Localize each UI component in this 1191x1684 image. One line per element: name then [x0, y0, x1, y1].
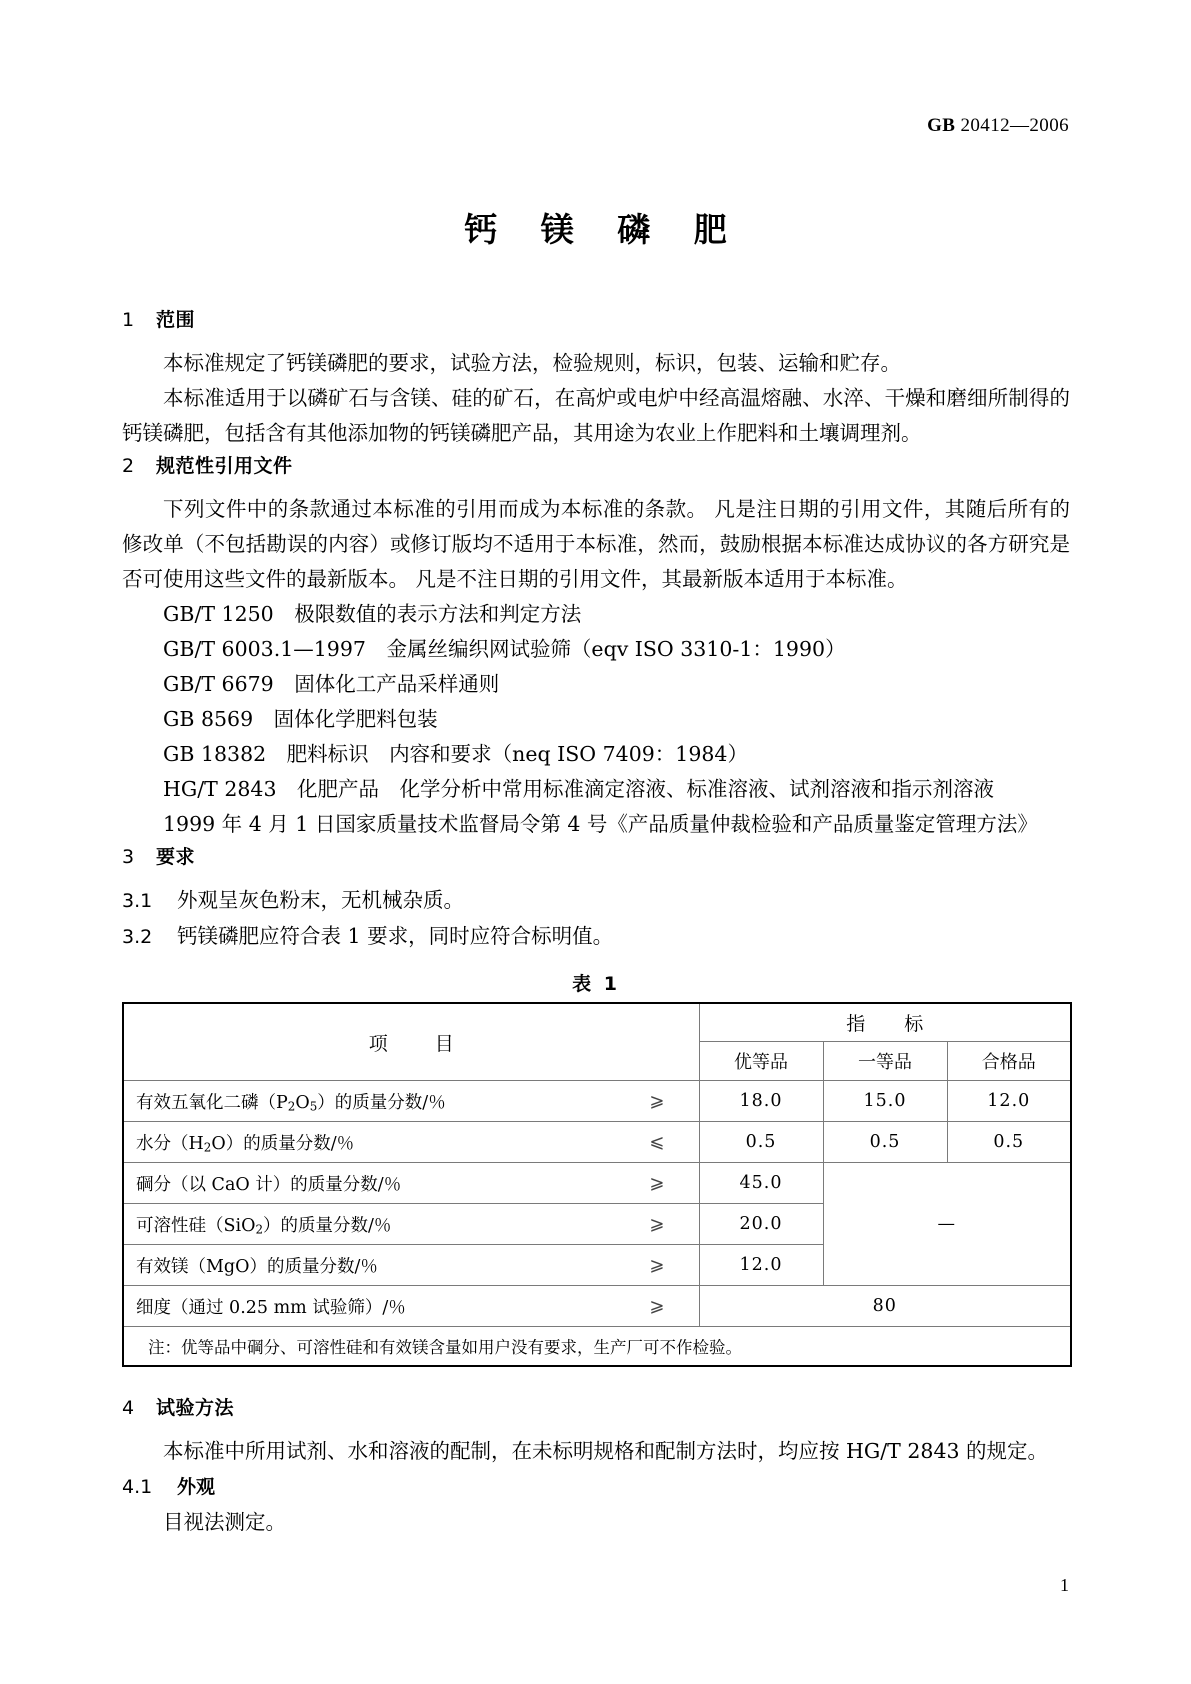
section-title-4: 试验方法 [156, 1397, 235, 1419]
item-label: 碙分（以 CaO 计）的质量分数/％ [136, 1174, 402, 1195]
standard-number: 20412—2006 [960, 115, 1069, 136]
table-row [123, 1163, 1071, 1204]
table-cell-value: 0.5 [699, 1122, 823, 1163]
table-note: 注：优等品中碙分、可溶性硅和有效镁含量如用户没有要求，生产厂可不作检验。 [123, 1327, 1071, 1367]
page-title: 钙 镁 磷 肥 [464, 210, 743, 249]
table-row [123, 1122, 1071, 1163]
item-subscript-1: 2 [287, 1099, 296, 1114]
clause-number-3-1: 3.1 [122, 890, 153, 912]
section-title-1: 范围 [156, 309, 196, 331]
item-label: 有效镁（MgO）的质量分数/％ [136, 1256, 378, 1277]
table-cell-item [123, 1286, 699, 1327]
item-label-part3: ）的质量分数/％ [225, 1133, 355, 1154]
section4-paragraph-1: 本标准中所用试剂、水和溶液的配制，在未标明规格和配制方法时，均应按 HG/T 2843 的规定。 [163, 1439, 1049, 1463]
section-number-3: 3 [122, 846, 135, 868]
table-header-grade-2: 一等品 [823, 1041, 947, 1080]
reference-item: GB/T 1250 极限数值的表示方法和判定方法 [163, 602, 582, 626]
item-label-part1: 水分（H [136, 1133, 204, 1154]
clause-heading-4-1: 外观 [177, 1476, 216, 1498]
table-cell-item [123, 1081, 699, 1122]
section2-paragraph-1: 下列文件中的条款通过本标准的引用而成为本标准的条款。 凡是注日期的引用文件，其随后所有的修改单（不包括勘误的内容）或修订版均不适用于本标准，然而，鼓励根据本标准达成协议的各方研究是否可使用这些文件的最新版本。 凡是不注日期的引用文件，其最新版本适用于本标准。 [122, 497, 1070, 591]
reference-item: GB/T 6679 固体化工产品采样通则 [163, 672, 500, 696]
section-title-2: 规范性引用文件 [156, 455, 293, 477]
table-cell-item [123, 1122, 699, 1163]
document-body [122, 305, 1070, 1540]
section-heading-2 [122, 451, 1070, 478]
item-label-part3: ）的质量分数/％ [317, 1092, 446, 1113]
item-label-part2: O [295, 1092, 310, 1113]
clause-text-3-2: 钙镁磷肥应符合表 1 要求，同时应符合标明值。 [177, 924, 614, 948]
clause-text-3-1: 外观呈灰色粉末，无机械杂质。 [177, 888, 464, 912]
table-cell-item [123, 1204, 699, 1245]
reference-item: 1999 年 4 月 1 日国家质量技术监督局令第 4 号《产品质量仲裁检验和产品质量鉴定管理方法》 [163, 812, 1038, 836]
table-row [123, 1081, 1071, 1122]
table-cell-value: 45.0 [699, 1163, 823, 1204]
table-cell-dash: — [823, 1163, 1071, 1286]
item-subscript-1: 2 [203, 1140, 212, 1155]
section-heading-1 [122, 305, 1070, 332]
section-number-2: 2 [122, 455, 135, 477]
section-heading-3 [122, 842, 1070, 869]
comparison-sign: ⩾ [649, 1090, 665, 1112]
table-cell-value: 0.5 [823, 1122, 947, 1163]
table-header-grade-3: 合格品 [947, 1041, 1071, 1080]
table-cell-value: 0.5 [947, 1122, 1071, 1163]
table-cell-value: 18.0 [699, 1081, 823, 1122]
table-header-row-1 [123, 1003, 1071, 1041]
table-cell-value: 20.0 [699, 1204, 823, 1245]
section1-paragraph-1: 本标准规定了钙镁磷肥的要求，试验方法，检验规则，标识，包装、运输和贮存。 [163, 351, 901, 375]
clause-number-4-1: 4.1 [122, 1476, 153, 1498]
table-row [123, 1286, 1071, 1327]
item-label: 细度（通过 0.25 mm 试验筛）/％ [136, 1297, 406, 1318]
item-label-part2: ）的质量分数/％ [263, 1215, 392, 1236]
specification-table [122, 1002, 1072, 1367]
comparison-sign: ⩾ [649, 1213, 665, 1235]
standard-prefix: GB [927, 115, 956, 136]
reference-item: HG/T 2843 化肥产品 化学分析中常用标准滴定溶液、标准溶液、试剂溶液和指示剂溶液 [163, 777, 995, 801]
table-header-grade-1: 优等品 [699, 1041, 823, 1080]
section-number-1: 1 [122, 309, 135, 331]
reference-item: GB 18382 肥料标识 内容和要求（neq ISO 7409：1984） [163, 742, 748, 766]
item-label-part1: 有效五氧化二磷（P [136, 1092, 288, 1113]
table-header-indicator: 指 标 [699, 1003, 1071, 1041]
section1-paragraph-2: 本标准适用于以磷矿石与含镁、硅的矿石，在高炉或电炉中经高温熔融、水淬、干燥和磨细所制得的钙镁磷肥，包括含有其他添加物的钙镁磷肥产品，其用途为农业上作肥料和土壤调理剂。 [122, 386, 1070, 445]
table-cell-value: 12.0 [947, 1081, 1071, 1122]
reference-item: GB 8569 固体化学肥料包装 [163, 707, 438, 731]
clause-4-1-text: 目视法测定。 [163, 1510, 286, 1534]
table-cell-value: 80 [699, 1286, 1071, 1327]
clause-number-3-2: 3.2 [122, 926, 153, 948]
reference-item: GB/T 6003.1—1997 金属丝编织网试验筛（eqv ISO 3310-1：1990） [163, 637, 846, 661]
table-caption: 表 1 [572, 973, 620, 995]
page-number: 1 [1060, 1575, 1069, 1595]
item-subscript-2: 5 [309, 1099, 318, 1114]
section-number-4: 4 [122, 1397, 135, 1419]
comparison-sign: ⩾ [649, 1254, 665, 1276]
section-title-3: 要求 [156, 846, 196, 868]
clause-3-1 [122, 883, 1070, 919]
page-header [927, 115, 1069, 137]
table-cell-value: 15.0 [823, 1081, 947, 1122]
item-subscript-1: 2 [255, 1222, 264, 1237]
comparison-sign: ⩾ [649, 1172, 665, 1194]
table-header-item: 项 目 [123, 1003, 699, 1081]
section-heading-4 [122, 1393, 1070, 1420]
table-cell-item [123, 1163, 699, 1204]
clause-4-1 [122, 1469, 1070, 1505]
comparison-sign: ⩾ [649, 1295, 665, 1317]
clause-3-2 [122, 919, 1070, 955]
comparison-sign: ⩽ [649, 1131, 665, 1153]
table-note-row [123, 1327, 1071, 1367]
table-cell-value: 12.0 [699, 1245, 823, 1286]
table-cell-item [123, 1245, 699, 1286]
item-label-part1: 可溶性硅（SiO [136, 1215, 256, 1236]
item-label-part2: O [211, 1133, 226, 1154]
